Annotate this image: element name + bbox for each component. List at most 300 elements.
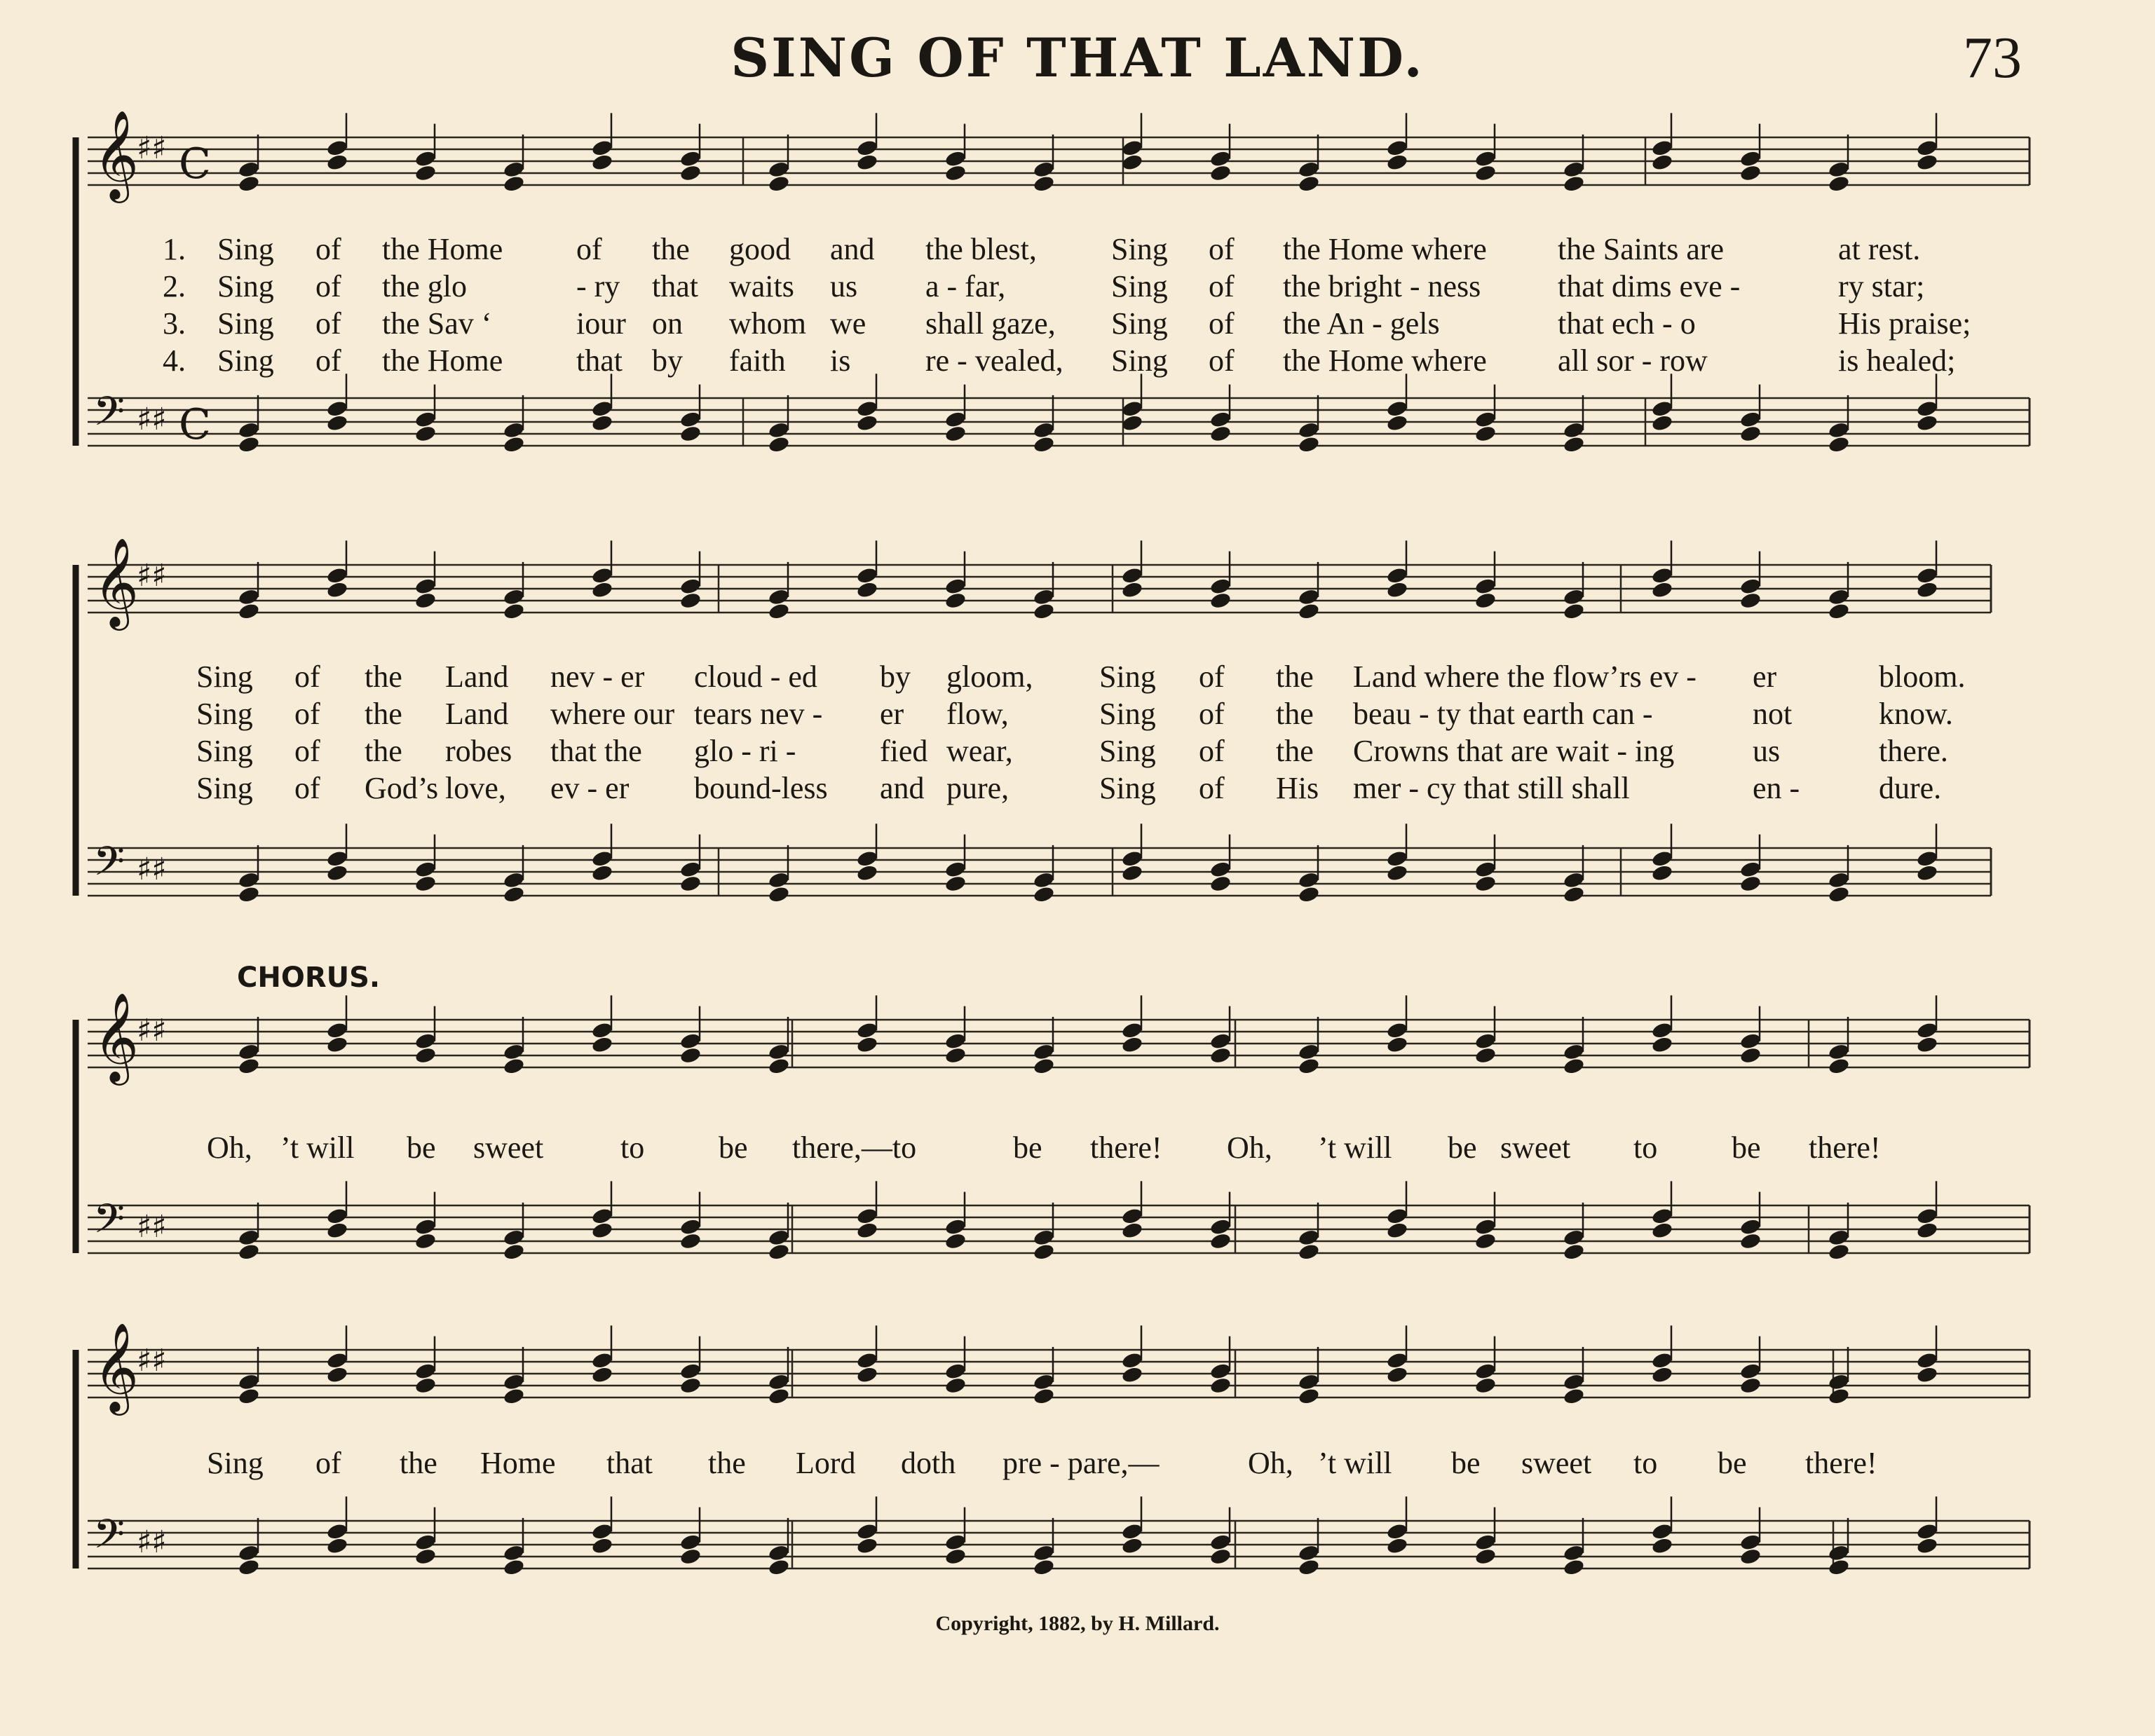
note-head bbox=[856, 1365, 878, 1383]
note-head bbox=[414, 1376, 437, 1395]
note-head bbox=[238, 1229, 260, 1247]
note-head bbox=[414, 875, 437, 893]
lyric-syllable: the bbox=[652, 232, 690, 266]
note-head bbox=[1739, 425, 1762, 443]
note-head bbox=[1828, 1243, 1850, 1261]
lyric-syllable: to bbox=[1633, 1446, 1658, 1480]
lyric-syllable: Sing bbox=[217, 343, 274, 378]
lyric-syllable: dure. bbox=[1879, 771, 1942, 805]
note-head bbox=[856, 153, 878, 171]
note-head bbox=[1298, 1043, 1320, 1061]
note-head bbox=[1651, 1536, 1673, 1554]
note-head bbox=[856, 849, 878, 868]
note-head bbox=[1033, 871, 1055, 889]
note-head bbox=[1563, 1373, 1585, 1391]
chorus-label: CHORUS. bbox=[237, 962, 381, 994]
lyric-syllable: flow, bbox=[946, 697, 1009, 731]
lyric-syllable: the bright - ness bbox=[1283, 269, 1481, 303]
note-head bbox=[1651, 566, 1673, 585]
note-head bbox=[1209, 860, 1232, 878]
note-head bbox=[591, 849, 613, 868]
note-head bbox=[1916, 1536, 1938, 1554]
lyric-syllable: bound-less bbox=[694, 771, 828, 805]
note-head bbox=[1386, 1035, 1408, 1053]
lyric-syllable: be bbox=[1451, 1446, 1481, 1480]
note-head bbox=[856, 1021, 878, 1039]
lyric-syllable: be bbox=[1013, 1130, 1042, 1165]
lyric-syllable: sweet bbox=[1521, 1446, 1592, 1480]
note-head bbox=[326, 399, 348, 418]
note-head bbox=[238, 175, 260, 193]
lyric-syllable: of bbox=[576, 232, 602, 266]
note-head bbox=[1563, 1043, 1585, 1061]
note-head bbox=[414, 1232, 437, 1250]
note-head bbox=[1386, 1221, 1408, 1239]
lyric-syllable: iour bbox=[576, 306, 626, 341]
note-head bbox=[1298, 160, 1320, 179]
lyric-syllable: all sor - row bbox=[1558, 343, 1708, 378]
note-head bbox=[503, 175, 525, 193]
note-head bbox=[238, 588, 260, 606]
note-head bbox=[1651, 1365, 1673, 1383]
page-number: 73 bbox=[1963, 25, 2022, 90]
note-head bbox=[1474, 1217, 1497, 1236]
lyric-syllable: that bbox=[576, 343, 623, 378]
note-head bbox=[1121, 399, 1143, 418]
note-head bbox=[1474, 1032, 1497, 1050]
note-head bbox=[591, 153, 613, 171]
note-head bbox=[1651, 414, 1673, 432]
note-head bbox=[944, 577, 967, 595]
note-head bbox=[414, 149, 437, 168]
lyric-syllable: of bbox=[1209, 343, 1235, 378]
lyric-syllable: where our bbox=[550, 697, 675, 731]
lyric-syllable: that bbox=[652, 269, 698, 303]
note-head bbox=[1916, 863, 1938, 882]
note-head bbox=[768, 1558, 790, 1576]
note-head bbox=[503, 1558, 525, 1576]
note-head bbox=[944, 1032, 967, 1050]
note-head bbox=[326, 1021, 348, 1039]
lyric-syllable: Land bbox=[445, 697, 509, 731]
lyric-syllable: be bbox=[1732, 1130, 1761, 1165]
lyric-syllable: the Home where bbox=[1283, 232, 1487, 266]
note-head bbox=[414, 592, 437, 610]
note-head bbox=[1033, 1373, 1055, 1391]
note-head bbox=[1563, 588, 1585, 606]
note-head bbox=[1739, 577, 1762, 595]
lyric-syllable: Sing bbox=[1111, 306, 1168, 341]
note-head bbox=[1474, 425, 1497, 443]
note-head bbox=[1386, 1536, 1408, 1554]
note-head bbox=[1474, 1376, 1497, 1395]
note-head bbox=[1651, 153, 1673, 171]
note-head bbox=[1386, 1351, 1408, 1369]
note-head bbox=[1916, 1351, 1938, 1369]
note-head bbox=[1209, 410, 1232, 428]
note-head bbox=[1739, 1032, 1762, 1050]
note-head bbox=[326, 1522, 348, 1540]
note-head bbox=[1386, 1365, 1408, 1383]
lyric-syllable: nev - er bbox=[550, 659, 645, 694]
lyric-syllable: Oh, bbox=[1227, 1130, 1272, 1165]
note-head bbox=[503, 1057, 525, 1075]
note-head bbox=[1121, 1221, 1143, 1239]
note-head bbox=[1563, 175, 1585, 193]
note-head bbox=[944, 1232, 967, 1250]
lyric-syllable: be bbox=[719, 1130, 748, 1165]
lyric-syllable: Sing bbox=[1111, 343, 1168, 378]
note-head bbox=[238, 421, 260, 439]
note-head bbox=[503, 160, 525, 179]
lyric-syllable: shall gaze, bbox=[925, 306, 1056, 341]
note-head bbox=[1739, 1376, 1762, 1395]
note-head bbox=[1298, 1373, 1320, 1391]
lyric-syllable: and bbox=[880, 771, 925, 805]
note-head bbox=[1563, 871, 1585, 889]
lyric-syllable: God’s bbox=[365, 771, 439, 805]
note-head bbox=[1916, 1035, 1938, 1053]
note-head bbox=[591, 1536, 613, 1554]
lyric-syllable: en - bbox=[1753, 771, 1800, 805]
verse-number: 3. bbox=[163, 306, 186, 341]
note-head bbox=[503, 871, 525, 889]
lyric-syllable: Sing bbox=[196, 697, 253, 731]
note-head bbox=[768, 1544, 790, 1562]
lyric-syllable: tears nev - bbox=[694, 697, 823, 731]
note-head bbox=[1651, 863, 1673, 882]
note-head bbox=[1474, 577, 1497, 595]
note-head bbox=[1121, 1536, 1143, 1554]
note-head bbox=[414, 1533, 437, 1551]
lyric-syllable: Sing bbox=[196, 771, 253, 805]
note-head bbox=[1916, 1365, 1938, 1383]
note-head bbox=[414, 1032, 437, 1050]
lyric-syllable: we bbox=[830, 306, 866, 341]
lyric-syllable: Oh, bbox=[207, 1130, 252, 1165]
key-signature: ♯♯ bbox=[137, 402, 167, 437]
note-head bbox=[856, 414, 878, 432]
note-head bbox=[414, 425, 437, 443]
note-head bbox=[1828, 421, 1850, 439]
note-head bbox=[1828, 1544, 1850, 1562]
lyric-syllable: is healed; bbox=[1838, 343, 1956, 378]
note-head bbox=[238, 1243, 260, 1261]
lyric-syllable: robes bbox=[445, 734, 512, 768]
note-head bbox=[856, 1207, 878, 1225]
note-head bbox=[326, 1365, 348, 1383]
note-head bbox=[944, 1376, 967, 1395]
note-head bbox=[591, 566, 613, 585]
note-head bbox=[1828, 1229, 1850, 1247]
note-head bbox=[856, 580, 878, 599]
note-head bbox=[1828, 1057, 1850, 1075]
note-head bbox=[591, 1351, 613, 1369]
note-head bbox=[1298, 1544, 1320, 1562]
lyric-syllable: the glo bbox=[382, 269, 467, 303]
note-head bbox=[1033, 421, 1055, 439]
note-head bbox=[503, 421, 525, 439]
lyric-syllable: the bbox=[1276, 697, 1314, 731]
note-head bbox=[238, 160, 260, 179]
note-head bbox=[1121, 139, 1143, 157]
lyric-syllable: re - vealed, bbox=[925, 343, 1063, 378]
note-head bbox=[944, 149, 967, 168]
lyric-syllable: faith bbox=[729, 343, 786, 378]
note-head bbox=[503, 588, 525, 606]
lyric-syllable: the An - gels bbox=[1283, 306, 1440, 341]
note-head bbox=[238, 435, 260, 453]
note-head bbox=[1828, 175, 1850, 193]
bass-clef: 𝄢 bbox=[93, 388, 125, 445]
note-head bbox=[1474, 875, 1497, 893]
note-head bbox=[1209, 149, 1232, 168]
note-head bbox=[944, 410, 967, 428]
note-head bbox=[1033, 435, 1055, 453]
note-head bbox=[591, 1021, 613, 1039]
lyric-syllable: Sing bbox=[1111, 232, 1168, 266]
note-head bbox=[238, 1373, 260, 1391]
note-head bbox=[1739, 149, 1762, 168]
note-head bbox=[1828, 1373, 1850, 1391]
lyric-syllable: of bbox=[1199, 771, 1225, 805]
note-head bbox=[326, 414, 348, 432]
note-head bbox=[1386, 399, 1408, 418]
note-head bbox=[1209, 1232, 1232, 1250]
note-head bbox=[503, 1043, 525, 1061]
lyric-syllable: be bbox=[1448, 1130, 1477, 1165]
note-head bbox=[1828, 435, 1850, 453]
note-head bbox=[1209, 1547, 1232, 1566]
note-head bbox=[1916, 1207, 1938, 1225]
note-head bbox=[1474, 164, 1497, 182]
lyric-syllable: whom bbox=[729, 306, 806, 341]
note-head bbox=[1828, 588, 1850, 606]
lyric-syllable: er bbox=[880, 697, 904, 731]
note-head bbox=[1298, 421, 1320, 439]
note-head bbox=[679, 875, 702, 893]
lyric-syllable: of bbox=[315, 232, 341, 266]
note-head bbox=[503, 602, 525, 620]
note-head bbox=[944, 425, 967, 443]
note-head bbox=[679, 1232, 702, 1250]
note-head bbox=[591, 1207, 613, 1225]
note-head bbox=[1474, 149, 1497, 168]
lyric-syllable: ’t will bbox=[280, 1130, 355, 1165]
lyric-syllable: of bbox=[315, 1446, 341, 1480]
hymn-title: SING OF THAT LAND. bbox=[730, 27, 1425, 89]
note-head bbox=[1209, 875, 1232, 893]
lyric-syllable: of bbox=[1209, 269, 1235, 303]
lyric-syllable: fied bbox=[880, 734, 928, 768]
note-head bbox=[768, 1229, 790, 1247]
note-head bbox=[1474, 410, 1497, 428]
verse-number: 1. bbox=[163, 232, 186, 266]
note-head bbox=[856, 1536, 878, 1554]
lyric-syllable: the Home where bbox=[1283, 343, 1487, 378]
lyric-syllable: of bbox=[1209, 306, 1235, 341]
lyric-syllable: of bbox=[1199, 659, 1225, 694]
lyric-syllable: Sing bbox=[1111, 269, 1168, 303]
lyric-syllable: Sing bbox=[207, 1446, 264, 1480]
lyric-syllable: there,—to bbox=[792, 1130, 917, 1165]
note-head bbox=[238, 1558, 260, 1576]
lyric-syllable: Sing bbox=[217, 269, 274, 303]
lyric-syllable: be bbox=[407, 1130, 436, 1165]
note-head bbox=[326, 1351, 348, 1369]
lyric-syllable: Land where the flow’rs ev - bbox=[1353, 659, 1697, 694]
lyric-syllable: there! bbox=[1809, 1130, 1881, 1165]
lyric-syllable: that the bbox=[550, 734, 642, 768]
note-head bbox=[944, 1533, 967, 1551]
note-head bbox=[679, 592, 702, 610]
note-head bbox=[1033, 1243, 1055, 1261]
note-head bbox=[591, 1522, 613, 1540]
note-head bbox=[944, 1217, 967, 1236]
note-head bbox=[1209, 1533, 1232, 1551]
lyric-syllable: sweet bbox=[473, 1130, 544, 1165]
note-head bbox=[1916, 399, 1938, 418]
note-head bbox=[503, 885, 525, 903]
lyric-syllable: by bbox=[880, 659, 911, 694]
key-signature: ♯♯ bbox=[137, 1524, 167, 1560]
lyric-syllable: Sing bbox=[1099, 734, 1156, 768]
treble-clef: 𝄞 bbox=[93, 109, 140, 199]
lyric-syllable: the Home bbox=[382, 343, 503, 378]
note-head bbox=[1033, 602, 1055, 620]
note-head bbox=[1386, 566, 1408, 585]
note-head bbox=[1033, 1544, 1055, 1562]
lyric-syllable: to bbox=[620, 1130, 645, 1165]
lyric-syllable: - ry bbox=[576, 269, 620, 303]
note-head bbox=[1033, 175, 1055, 193]
note-head bbox=[1651, 1207, 1673, 1225]
note-head bbox=[1386, 139, 1408, 157]
note-head bbox=[1209, 164, 1232, 182]
note-head bbox=[1209, 1376, 1232, 1395]
note-head bbox=[326, 1221, 348, 1239]
note-head bbox=[768, 1243, 790, 1261]
lyric-syllable: of bbox=[294, 659, 320, 694]
lyric-syllable: pure, bbox=[946, 771, 1009, 805]
note-head bbox=[679, 149, 702, 168]
lyric-syllable: ev - er bbox=[550, 771, 630, 805]
lyric-syllable: us bbox=[1753, 734, 1781, 768]
verse-number: 4. bbox=[163, 343, 186, 378]
note-head bbox=[591, 139, 613, 157]
lyric-syllable: there! bbox=[1090, 1130, 1162, 1165]
note-head bbox=[768, 175, 790, 193]
note-head bbox=[768, 588, 790, 606]
note-head bbox=[591, 1221, 613, 1239]
note-head bbox=[1209, 1046, 1232, 1065]
note-head bbox=[1651, 399, 1673, 418]
note-head bbox=[1386, 153, 1408, 171]
time-signature: C bbox=[179, 139, 211, 189]
lyric-syllable: Home bbox=[480, 1446, 556, 1480]
note-head bbox=[1563, 1558, 1585, 1576]
note-head bbox=[768, 602, 790, 620]
note-head bbox=[1739, 1217, 1762, 1236]
note-head bbox=[1386, 849, 1408, 868]
note-head bbox=[1651, 580, 1673, 599]
lyric-syllable: by bbox=[652, 343, 683, 378]
lyric-syllable: the Sav ‘ bbox=[382, 306, 492, 341]
note-head bbox=[679, 1217, 702, 1236]
note-head bbox=[1739, 1533, 1762, 1551]
note-head bbox=[1298, 1229, 1320, 1247]
note-head bbox=[326, 1207, 348, 1225]
note-head bbox=[1916, 580, 1938, 599]
lyric-syllable: the blest, bbox=[925, 232, 1037, 266]
lyric-syllable: the bbox=[365, 697, 402, 731]
note-head bbox=[1739, 410, 1762, 428]
note-head bbox=[326, 580, 348, 599]
note-head bbox=[1651, 1221, 1673, 1239]
lyric-syllable: waits bbox=[729, 269, 794, 303]
note-head bbox=[1386, 1522, 1408, 1540]
note-head bbox=[1209, 1362, 1232, 1380]
copyright-notice: Copyright, 1882, by H. Millard. bbox=[935, 1612, 1220, 1635]
note-head bbox=[238, 1387, 260, 1405]
lyric-syllable: of bbox=[294, 697, 320, 731]
lyric-syllable: us bbox=[830, 269, 858, 303]
note-head bbox=[1386, 1021, 1408, 1039]
note-head bbox=[1386, 414, 1408, 432]
note-head bbox=[944, 875, 967, 893]
lyric-syllable: Sing bbox=[196, 734, 253, 768]
note-head bbox=[1121, 1522, 1143, 1540]
note-head bbox=[1474, 1533, 1497, 1551]
lyric-syllable: of bbox=[315, 306, 341, 341]
note-head bbox=[1033, 160, 1055, 179]
lyric-syllable: His praise; bbox=[1838, 306, 1971, 341]
verse-number: 2. bbox=[163, 269, 186, 303]
lyric-syllable: not bbox=[1753, 697, 1793, 731]
note-head bbox=[1209, 425, 1232, 443]
lyric-syllable: is bbox=[830, 343, 851, 378]
lyric-syllable: Sing bbox=[1099, 771, 1156, 805]
note-head bbox=[1563, 602, 1585, 620]
lyric-syllable: beau - ty that earth can - bbox=[1353, 697, 1653, 731]
note-head bbox=[591, 580, 613, 599]
note-head bbox=[856, 566, 878, 585]
lyric-syllable: Sing bbox=[217, 232, 274, 266]
note-head bbox=[414, 1046, 437, 1065]
note-head bbox=[1828, 885, 1850, 903]
note-head bbox=[1916, 1021, 1938, 1039]
note-head bbox=[944, 1547, 967, 1566]
note-head bbox=[1298, 175, 1320, 193]
key-signature: ♯♯ bbox=[137, 1343, 167, 1379]
lyric-syllable: mer - cy that still shall bbox=[1353, 771, 1630, 805]
note-head bbox=[1033, 1387, 1055, 1405]
lyric-syllable: the Saints are bbox=[1558, 232, 1725, 266]
note-head bbox=[1298, 1243, 1320, 1261]
lyric-syllable: the Home bbox=[382, 232, 503, 266]
note-head bbox=[768, 885, 790, 903]
lyric-syllable: Lord bbox=[796, 1446, 856, 1480]
note-head bbox=[1033, 588, 1055, 606]
note-head bbox=[768, 1043, 790, 1061]
lyric-syllable: er bbox=[1753, 659, 1777, 694]
note-head bbox=[326, 1536, 348, 1554]
lyric-syllable: the bbox=[1276, 734, 1314, 768]
note-head bbox=[1121, 1365, 1143, 1383]
lyric-syllable: bloom. bbox=[1879, 659, 1966, 694]
note-head bbox=[1651, 1021, 1673, 1039]
note-head bbox=[1563, 1387, 1585, 1405]
